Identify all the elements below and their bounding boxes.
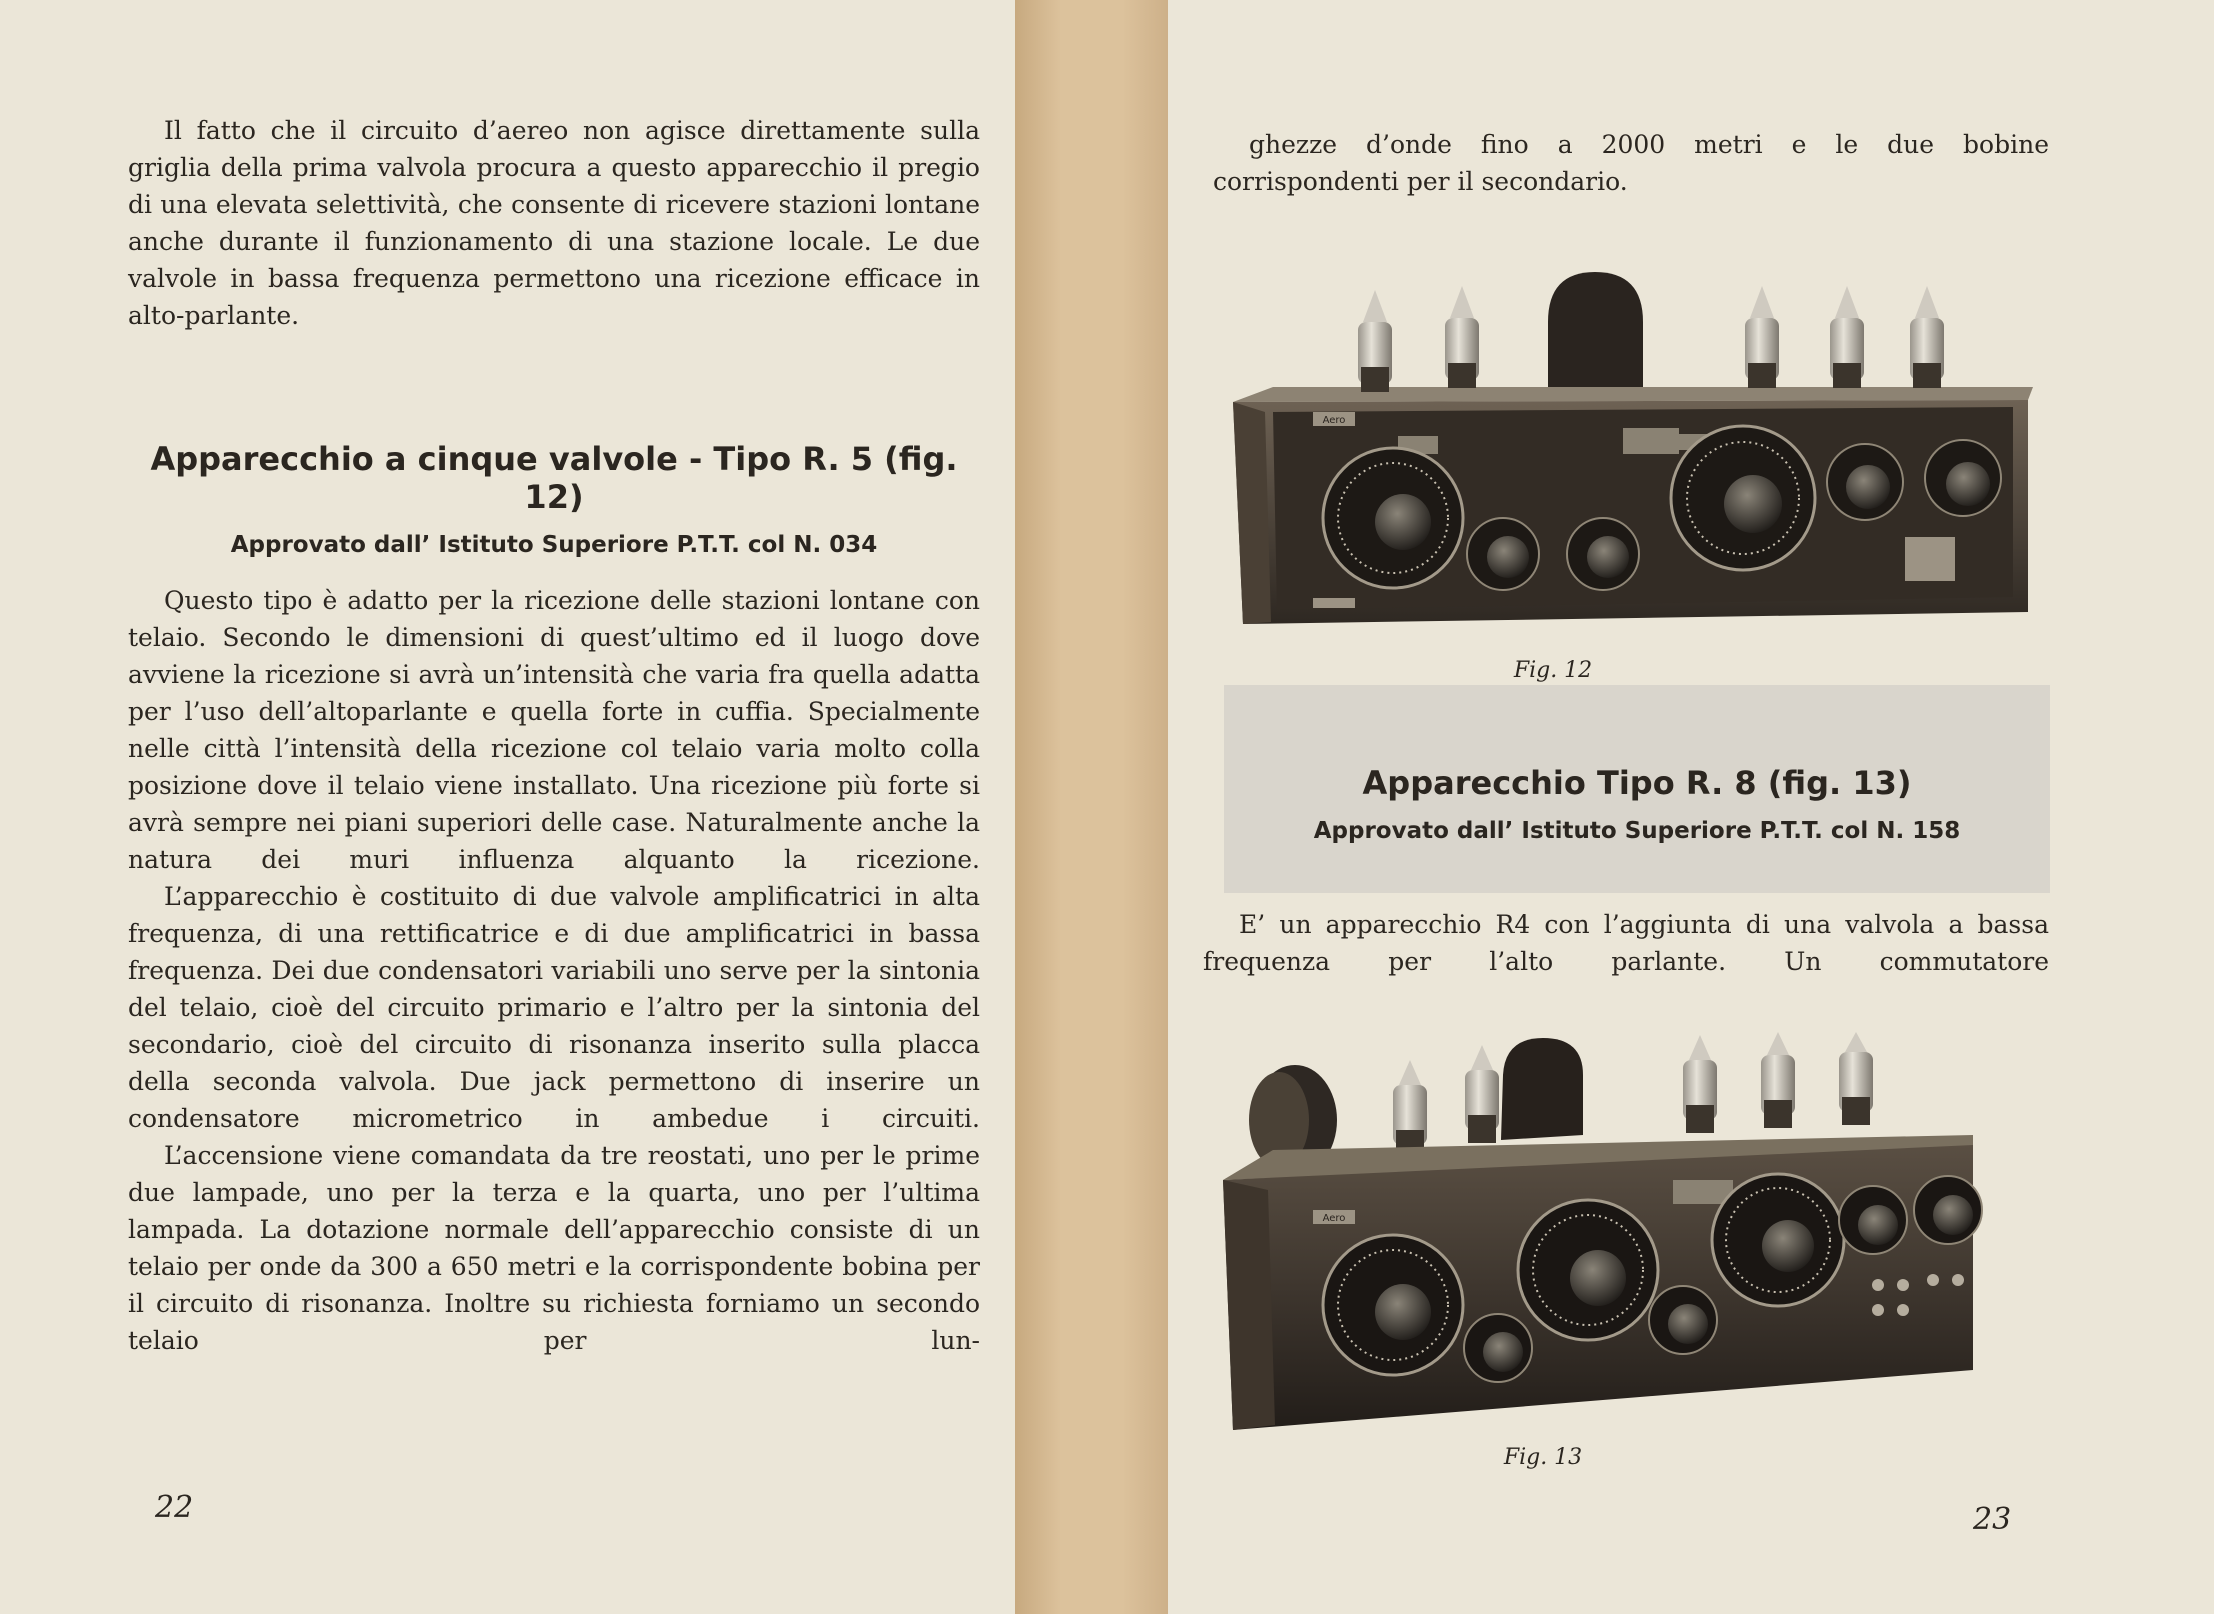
paragraph-r8: E’ un apparecchio R4 con l’aggiunta di una valvola a bassa frequenza per l’alto parlante. Un commutatore xyxy=(1203,910,2049,976)
paragraph-r8-block xyxy=(1203,906,2049,980)
radio-r8-illustration xyxy=(1213,1030,2073,1450)
continuation-block xyxy=(1213,126,2049,200)
figure-12 xyxy=(1213,252,2073,632)
intro-paragraph-block xyxy=(128,112,980,334)
valve-tubes xyxy=(1358,286,1944,392)
intro-paragraph: Il fatto che il circuito d’aereo non agisce direttamente sulla griglia della prima valvola procura a questo apparecchio il pregio di una elevata selettività, che consente di ricevere stazioni lontane anche durante il funzionamento di una stazione locale. Le due valvole in bassa frequenza permettono una ricezione efficace in alto-parlante. xyxy=(128,116,980,330)
section-header-r8 xyxy=(1224,764,2050,844)
figure-13-caption: Fig. 13 xyxy=(1503,1445,1583,1470)
panel-label-text: Aero xyxy=(1322,415,1346,426)
section-approval-r5: Approvato dall’ Istituto Superiore P.T.T. col N. 034 xyxy=(230,532,878,558)
section-title-r8: Apparecchio Tipo R. 8 (fig. 13) xyxy=(1362,764,1912,802)
paragraph-2: L’apparecchio è costituito di due valvole amplificatrici in alta frequenza, di una rettificatrice e di due amplificatrici in bassa frequenza. Dei due condensatori variabili uno serve per la sintonia del telaio, cioè del circuito primario e l’altro per la sintonia del secondario, cioè del circuito di risonanza inserito sulla placca della seconda valvola. Due jack permettono di inserire un condensatore micrometrico in ambedue i circuiti. xyxy=(128,882,980,1133)
page-number-left: 22 xyxy=(155,1490,194,1525)
section-approval-r8: Approvato dall’ Istituto Superiore P.T.T. col N. 158 xyxy=(1313,818,1961,844)
panel-label-text-r8: Aero xyxy=(1322,1213,1346,1224)
radio-r5-illustration xyxy=(1213,252,2073,632)
page-number-right: 23 xyxy=(1973,1502,2012,1537)
right-page xyxy=(1168,0,2214,1614)
paragraph-1: Questo tipo è adatto per la ricezione delle stazioni lontane con telaio. Secondo le dimensioni di quest’ultimo ed il luogo dove avviene la ricezione si avrà un’intensità che varia fra quella adatta per l’uso dell’altoparlante e quella forte in cuffia. Specialmente nelle città l’intensità della ricezione col telaio varia molto colla posizione dove il telaio viene installato. Una ricezione più forte si avrà sempre nei piani superiori delle case. Naturalmente anche la natura dei muri influenza alquanto la ricezione. xyxy=(128,586,980,874)
section-title-r5: Apparecchio a cinque valvole - Tipo R. 5 (fig. 12) xyxy=(150,440,958,516)
figure-13 xyxy=(1213,1030,2073,1450)
figure-12-caption: Fig. 12 xyxy=(1513,658,1593,683)
paragraph-3: L’accensione viene comandata da tre reostati, uno per le prime due lampade, uno per la terza e la quarta, uno per l’ultima lampada. La dotazione normale dell’apparecchio consiste di un telaio per onde da 300 a 650 metri e la corrispondente bobina per il circuito di risonanza. Inoltre su richiesta forniamo un secondo telaio per lun- xyxy=(128,1141,980,1355)
continuation-text: ghezze d’onde fino a 2000 metri e le due bobine corrispondenti per il secondario. xyxy=(1213,130,2049,196)
body-text-r5 xyxy=(128,582,980,1359)
section-header-r5 xyxy=(128,440,980,558)
book-gutter xyxy=(1015,0,1168,1614)
left-page xyxy=(0,0,1015,1614)
